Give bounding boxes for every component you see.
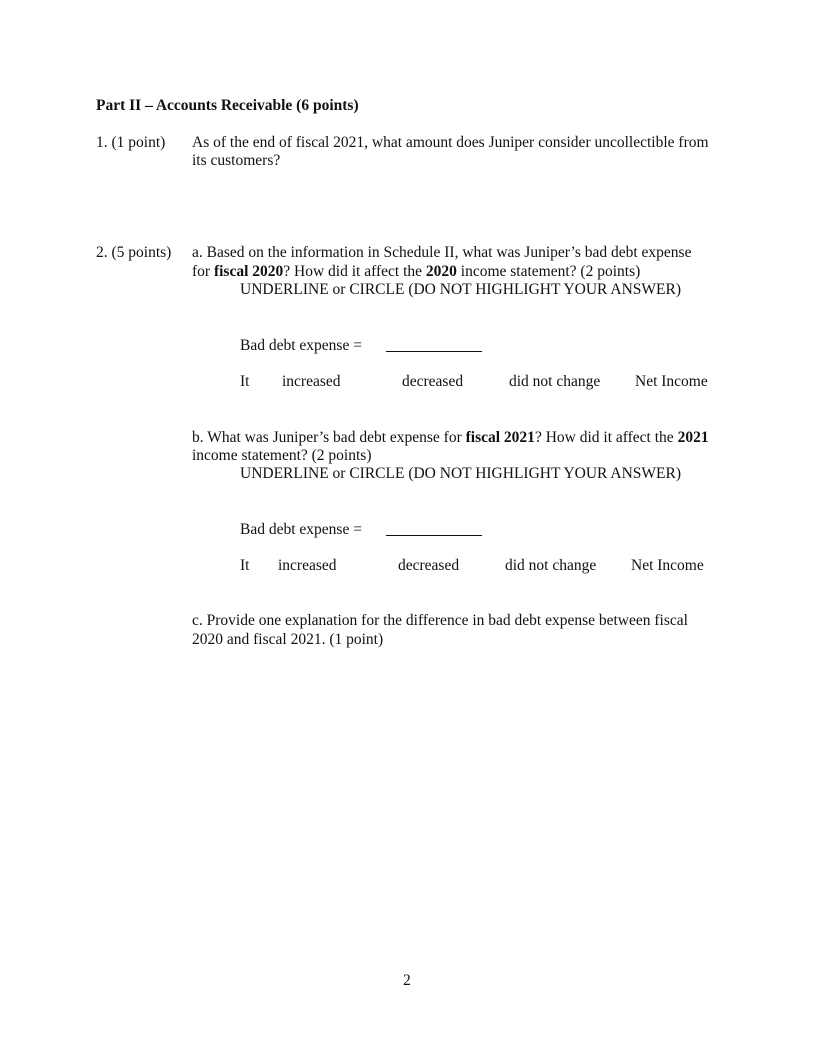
q2b-instruction: UNDERLINE or CIRCLE (DO NOT HIGHLIGHT YOUR ANSWER) [240, 465, 681, 482]
q2a-year-bold: 2020 [425, 263, 457, 280]
q2b-text-line2: income statement? (2 points) [192, 447, 372, 464]
q2b-fiscal-year-bold: fiscal 2021 [465, 429, 535, 446]
q2b-expense-label: Bad debt expense = [240, 521, 362, 538]
q1-text-line2: its customers? [192, 152, 281, 169]
q2-number: 2. (5 points) [96, 244, 172, 261]
q2b-choice-increased[interactable]: increased [278, 557, 337, 574]
q2a-instruction: UNDERLINE or CIRCLE (DO NOT HIGHLIGHT YOUR ANSWER) [240, 281, 681, 298]
q2b-line1-mid: ? How did it affect the [534, 429, 678, 446]
page-number: 2 [403, 972, 411, 989]
q1-text-line1: As of the end of fiscal 2021, what amount does Juniper consider uncollectible from [192, 134, 709, 151]
q2a-net-income: Net Income [635, 373, 708, 390]
q2a-choice-did-not-change[interactable]: did not change [509, 373, 601, 390]
q2a-fiscal-year-bold: fiscal 2020 [213, 263, 284, 280]
q2a-answer-blank[interactable] [386, 351, 482, 352]
q2a-expense-label: Bad debt expense = [240, 337, 362, 354]
q1-number: 1. (1 point) [96, 134, 166, 151]
q2b-answer-blank[interactable] [386, 535, 482, 536]
q2b-text-line1 [192, 429, 709, 447]
q2b-line1-pre: b. What was Juniper’s bad debt expense for [192, 429, 466, 446]
q2a-choice-it: It [240, 373, 250, 390]
q2c-text-line2: 2020 and fiscal 2021. (1 point) [192, 631, 384, 648]
q2a-choice-decreased[interactable]: decreased [402, 373, 464, 390]
q2b-year-bold: 2021 [677, 429, 709, 446]
q2b-choice-did-not-change[interactable]: did not change [505, 557, 597, 574]
part-title: Part II – Accounts Receivable (6 points) [96, 97, 359, 114]
q2b-choice-it: It [240, 557, 250, 574]
q2a-choice-increased[interactable]: increased [282, 373, 341, 390]
q2b-net-income: Net Income [631, 557, 704, 574]
q2b-choice-decreased[interactable]: decreased [398, 557, 460, 574]
q2a-line2-mid: ? How did it affect the [283, 263, 426, 280]
q2a-line2-post: income statement? (2 points) [456, 263, 641, 280]
q2a-text-line2 [192, 263, 640, 281]
q2a-text-line1: a. Based on the information in Schedule II, what was Juniper’s bad debt expense [192, 244, 692, 261]
q2a-line2-pre: for [192, 263, 214, 280]
q2c-text-line1: c. Provide one explanation for the difference in bad debt expense between fiscal [192, 612, 688, 629]
